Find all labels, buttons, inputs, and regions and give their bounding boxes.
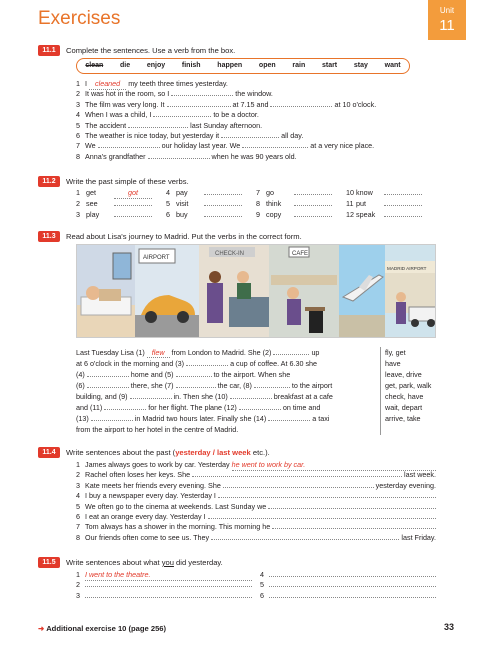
grid-row: [76, 211, 436, 222]
verb-box-word: rain: [292, 61, 306, 69]
exercise-11-5-right: [260, 571, 436, 602]
sentence-text: I buy a newspaper every day. Yesterday I: [85, 491, 216, 501]
line-number: 5: [260, 580, 264, 590]
exercise-instruction-11-1: Complete the sentences. Use a verb from the box.: [66, 46, 236, 55]
sentence-text: my teeth three times yesterday.: [128, 79, 228, 88]
verb: see: [86, 199, 98, 208]
line-number: 8: [76, 151, 80, 161]
answer-blank[interactable]: [176, 371, 212, 377]
car-panel: [135, 245, 199, 338]
story-fragment: a taxi: [312, 414, 330, 423]
answer-blank[interactable]: flew: [147, 348, 170, 358]
plane-panel: [339, 245, 385, 338]
grid-cell: [166, 211, 256, 222]
answer-blank[interactable]: [384, 189, 422, 195]
answer-blank[interactable]: [114, 200, 152, 206]
answer-blank[interactable]: [204, 200, 242, 206]
instruction-text: etc.).: [250, 448, 270, 457]
sentence-text: We often go to the cinema at weekends. Last Sunday we: [85, 501, 267, 511]
bedroom-panel: [77, 245, 135, 338]
exercise-badge-11-3: 11.3: [38, 231, 60, 242]
exercise-instruction-11-5: [66, 558, 223, 567]
sentence-line: [76, 592, 252, 602]
story-line: [76, 369, 372, 380]
instruction-text: did yesterday.: [173, 558, 223, 567]
story-fragment: at 6 o'clock in the morning and: [76, 359, 174, 368]
answer-blank[interactable]: [230, 393, 272, 399]
answer-blank[interactable]: [204, 189, 242, 195]
story-line: [76, 413, 372, 424]
sentence-text: when he was 90 years old.: [211, 151, 297, 161]
item-number: 6: [166, 210, 170, 219]
answer-blank[interactable]: [167, 101, 231, 107]
madrid-sign-text: MADRID AIRPORT: [387, 266, 427, 271]
exercise-badge-11-5: 11.5: [38, 557, 60, 568]
answer-blank[interactable]: [192, 471, 402, 477]
item-number: 12: [346, 210, 354, 219]
verb-box-word: finish: [181, 61, 201, 69]
verb-hint: arrive, take: [385, 414, 421, 423]
instruction-text: Write sentences about the past (: [66, 448, 176, 457]
story-fragment: building, and: [76, 392, 117, 401]
blank-number: (10): [215, 392, 228, 401]
story-fragment: breakfast at a cafe: [273, 392, 333, 401]
sentence-text: We: [85, 141, 96, 151]
blank-number: (3): [175, 359, 185, 368]
cafe-sign-text: CAFE: [292, 251, 309, 257]
verb-box-word: stay: [353, 61, 368, 69]
line-number: 5: [76, 501, 80, 511]
verb-box-word: start: [321, 61, 338, 69]
answer-blank[interactable]: [186, 360, 228, 366]
page-title: Exercises: [38, 8, 121, 29]
story-line: [76, 380, 372, 391]
madrid-panel: [385, 245, 436, 338]
story-fragment: Last Tuesday Lisa: [76, 348, 134, 357]
blank-number: (6): [76, 381, 85, 390]
blank-number: (2): [262, 348, 272, 357]
sentence-text: at 10 o'clock.: [334, 99, 377, 109]
answer-blank[interactable]: [176, 382, 216, 388]
blank-number: (1): [135, 348, 145, 357]
answer-blank[interactable]: I went to the theatre.: [85, 571, 252, 581]
blank-number: (12): [224, 403, 237, 412]
answer-blank[interactable]: [104, 404, 146, 410]
item-number: 11: [346, 199, 354, 208]
story-line: [76, 347, 372, 358]
sentence-text: all day.: [281, 130, 304, 140]
exercise-11-4-lines: [76, 461, 436, 544]
answer-blank[interactable]: [270, 101, 332, 107]
verb-hint: have: [385, 359, 401, 368]
sentence-line: [260, 571, 436, 581]
verb-box: [76, 58, 410, 74]
verb: play: [86, 210, 100, 219]
sentence-text: yesterday evening.: [375, 480, 436, 490]
arrow-right-icon: ➜: [38, 624, 45, 633]
page-number: 33: [443, 622, 454, 632]
sentence-line: [76, 581, 252, 591]
instruction-highlight: yesterday / last week: [175, 448, 251, 457]
answer-blank[interactable]: [204, 211, 242, 217]
answer-blank[interactable]: [171, 90, 233, 96]
exercise-11-1-lines: [76, 80, 376, 163]
verb-box-word: enjoy: [146, 61, 166, 69]
answer-blank[interactable]: [85, 592, 252, 598]
answer-blank[interactable]: [269, 571, 436, 577]
sentence-text: the window.: [235, 89, 273, 99]
answer-blank[interactable]: [128, 122, 188, 128]
additional-exercise-link[interactable]: [38, 624, 166, 633]
answer-blank[interactable]: [384, 200, 422, 206]
instruction-underline: you: [161, 558, 174, 567]
sentence-text: Rachel often loses her keys. She: [85, 470, 191, 480]
story-fragment: from London to Madrid. She: [171, 348, 261, 357]
verb: get: [86, 188, 96, 197]
unit-tab: [428, 0, 466, 40]
answer-blank[interactable]: [242, 142, 308, 148]
past-simple-grid: [76, 189, 436, 222]
sentence-line: [76, 153, 376, 163]
sentence-text: Tom always has a shower in the morning. This morning he: [85, 522, 271, 532]
verb-box-word: happen: [217, 61, 243, 69]
answer-blank[interactable]: [218, 492, 436, 498]
verb: go: [266, 188, 274, 197]
answer-blank[interactable]: [221, 132, 279, 138]
line-number: 2: [76, 470, 80, 480]
sentence-text: last Sunday afternoon.: [190, 120, 263, 130]
line-number: 1: [76, 570, 80, 579]
story-fragment: the car, (8): [217, 381, 252, 390]
answer-blank[interactable]: he went to work by car.: [232, 461, 436, 471]
line-number: 4: [260, 570, 264, 579]
verb-hint: check, have: [385, 392, 424, 401]
exercise-instruction-11-2: Write the past simple of these verbs.: [66, 177, 189, 186]
answer-blank[interactable]: [153, 111, 211, 117]
answer-blank[interactable]: [223, 482, 374, 488]
grid-cell: [76, 211, 166, 222]
answer-blank[interactable]: [294, 211, 332, 217]
line-number: 1: [76, 79, 80, 88]
cafe-panel: [269, 245, 339, 338]
line-number: 6: [76, 511, 80, 521]
sentence-text: The weather is nice today, but yesterday it: [85, 130, 220, 140]
verb: think: [266, 199, 282, 208]
verb: buy: [176, 210, 188, 219]
blank-number: (7): [164, 381, 174, 390]
verb-box-word: open: [258, 61, 276, 69]
item-number: 8: [256, 199, 260, 208]
sentence-text: last week.: [404, 470, 436, 480]
check-in-panel: [199, 245, 269, 338]
verb: pay: [176, 188, 188, 197]
line-number: 3: [76, 480, 80, 490]
sentence-text: Our friends often come to see us. They: [85, 532, 210, 542]
exercise-instruction-11-4: [66, 448, 270, 457]
exercise-badge-11-1: 11.1: [38, 45, 60, 56]
line-number: 6: [76, 130, 80, 140]
line-number: 6: [260, 590, 264, 600]
sentence-line: [76, 571, 252, 581]
story-line: [76, 402, 372, 413]
item-number: 2: [76, 199, 80, 208]
sentence-text: at 7.15 and: [232, 99, 269, 109]
line-number: 2: [76, 580, 80, 590]
line-number: 8: [76, 532, 80, 542]
sentence-text: The film was very long. It: [85, 99, 165, 109]
sentence-text: Anna's grandfather: [85, 151, 146, 161]
blank-number: (5): [164, 370, 174, 379]
answer-blank[interactable]: [211, 534, 399, 540]
answer-blank[interactable]: [384, 211, 422, 217]
story-fragment: to the airport. When she: [213, 370, 291, 379]
item-number: 1: [76, 188, 80, 197]
verb-box-word: want: [384, 61, 401, 69]
story-fragment: up: [311, 348, 320, 357]
unit-label: Unit: [439, 6, 455, 15]
unit-number: 11: [439, 16, 455, 34]
exercise-badge-11-2: 11.2: [38, 176, 60, 187]
check-in-sign-text: CHECK-IN: [215, 251, 245, 257]
verb-hint: leave, drive: [385, 370, 422, 379]
sentence-text: I: [85, 79, 87, 88]
exercise-11-5-left: [76, 571, 252, 602]
verb: know: [356, 188, 373, 197]
sentence-text: Kate meets her friends every evening. She: [85, 480, 221, 490]
answer-blank[interactable]: [98, 142, 160, 148]
blank-number: (14): [253, 414, 267, 423]
verb: visit: [176, 199, 189, 208]
instruction-text: Write sentences about what: [66, 558, 162, 567]
answer-blank[interactable]: [273, 349, 309, 355]
line-number: 3: [76, 590, 80, 600]
answer-blank[interactable]: [272, 523, 436, 529]
line-number: 7: [76, 522, 80, 532]
sentence-text: The accident: [85, 120, 127, 130]
answer-blank[interactable]: [148, 153, 210, 159]
item-number: 10: [346, 188, 354, 197]
additional-exercise-label: Additional exercise 10 (page 256): [46, 624, 167, 633]
sentence-text: I eat an orange every day. Yesterday I: [85, 511, 206, 521]
grid-cell: [256, 211, 346, 222]
answer-blank[interactable]: [269, 592, 436, 598]
verb-hint: get, park, walk: [385, 381, 432, 390]
sentence-text: our holiday last year. We: [161, 141, 241, 151]
answer-blank[interactable]: cleaned: [89, 80, 126, 90]
verb-box-word: clean: [85, 61, 104, 69]
grid-cell: [346, 211, 436, 222]
answer-blank[interactable]: [239, 404, 281, 410]
answer-blank[interactable]: [85, 581, 252, 587]
story-fragment: a cup of coffee. At 6.30 she: [230, 359, 318, 368]
sentence-line: [260, 592, 436, 602]
verb-hint: wait, depart: [385, 403, 423, 412]
story-fragment: home and: [130, 370, 163, 379]
answer-blank[interactable]: [268, 503, 436, 509]
item-number: 3: [76, 210, 80, 219]
verb: copy: [266, 210, 282, 219]
airport-sign-text: AIRPORT: [143, 255, 170, 261]
verb-box-word: die: [120, 61, 131, 69]
blank-number: (11): [90, 403, 103, 412]
answer-blank[interactable]: [130, 393, 172, 399]
sentence-line: [76, 492, 436, 502]
story-fragment: in Madrid two hours later. Finally she: [134, 414, 252, 423]
answer-blank[interactable]: [87, 382, 129, 388]
sentence-line: [76, 534, 436, 544]
story-line: [76, 391, 372, 402]
line-number: 5: [76, 120, 80, 130]
story-fragment: and: [76, 403, 88, 412]
sentence-text: James always goes to work by car. Yesterday: [85, 460, 230, 469]
line-number: 1: [76, 460, 80, 469]
item-number: 7: [256, 188, 260, 197]
story-fragment: for her flight. The plane: [148, 403, 223, 412]
journey-illustration: [76, 244, 436, 338]
line-number: 3: [76, 99, 80, 109]
sentence-line: [260, 581, 436, 591]
answer-blank[interactable]: [208, 513, 436, 519]
blank-number: (4): [76, 370, 85, 379]
story-fragment: on time and: [282, 403, 321, 412]
answer-blank[interactable]: [269, 581, 436, 587]
answer-blank[interactable]: [91, 415, 133, 421]
answer-blank[interactable]: [114, 211, 152, 217]
story-fragment: there, she: [130, 381, 163, 390]
answer-blank[interactable]: [294, 189, 332, 195]
sentence-text: It was hot in the room, so I: [85, 89, 170, 99]
story-line: from the airport to her hotel in the centre of Madrid.: [76, 425, 239, 434]
sentence-text: at a very nice place.: [310, 141, 375, 151]
line-number: 7: [76, 141, 80, 151]
verb-hint: fly, get: [385, 348, 406, 357]
line-number: 2: [76, 89, 80, 99]
verb-hints: [380, 347, 440, 435]
story-text: [76, 347, 372, 435]
story-fragment: in. Then she: [173, 392, 213, 401]
story-fragment: to the airport: [291, 381, 333, 390]
answer-blank[interactable]: got: [114, 189, 152, 199]
answer-blank[interactable]: [254, 382, 290, 388]
exercise-badge-11-4: 11.4: [38, 447, 60, 458]
sentence-line: [76, 111, 376, 121]
item-number: 9: [256, 210, 260, 219]
sentence-text: last Friday.: [401, 532, 436, 542]
exercise-instruction-11-3: Read about Lisa's journey to Madrid. Put the verbs in the correct form.: [66, 232, 302, 241]
blank-number: (13): [76, 414, 89, 423]
line-number: 4: [76, 491, 80, 501]
answer-blank[interactable]: [87, 371, 129, 377]
sentence-text: When I was a child, I: [85, 110, 152, 120]
item-number: 5: [166, 199, 170, 208]
sentence-text: to be a doctor.: [213, 110, 259, 120]
item-number: 4: [166, 188, 170, 197]
story-line: [76, 358, 372, 369]
verb: speak: [356, 210, 376, 219]
verb: put: [356, 199, 366, 208]
line-number: 4: [76, 110, 80, 120]
blank-number: (9): [118, 392, 128, 401]
answer-blank[interactable]: [268, 415, 310, 421]
answer-blank[interactable]: [294, 200, 332, 206]
